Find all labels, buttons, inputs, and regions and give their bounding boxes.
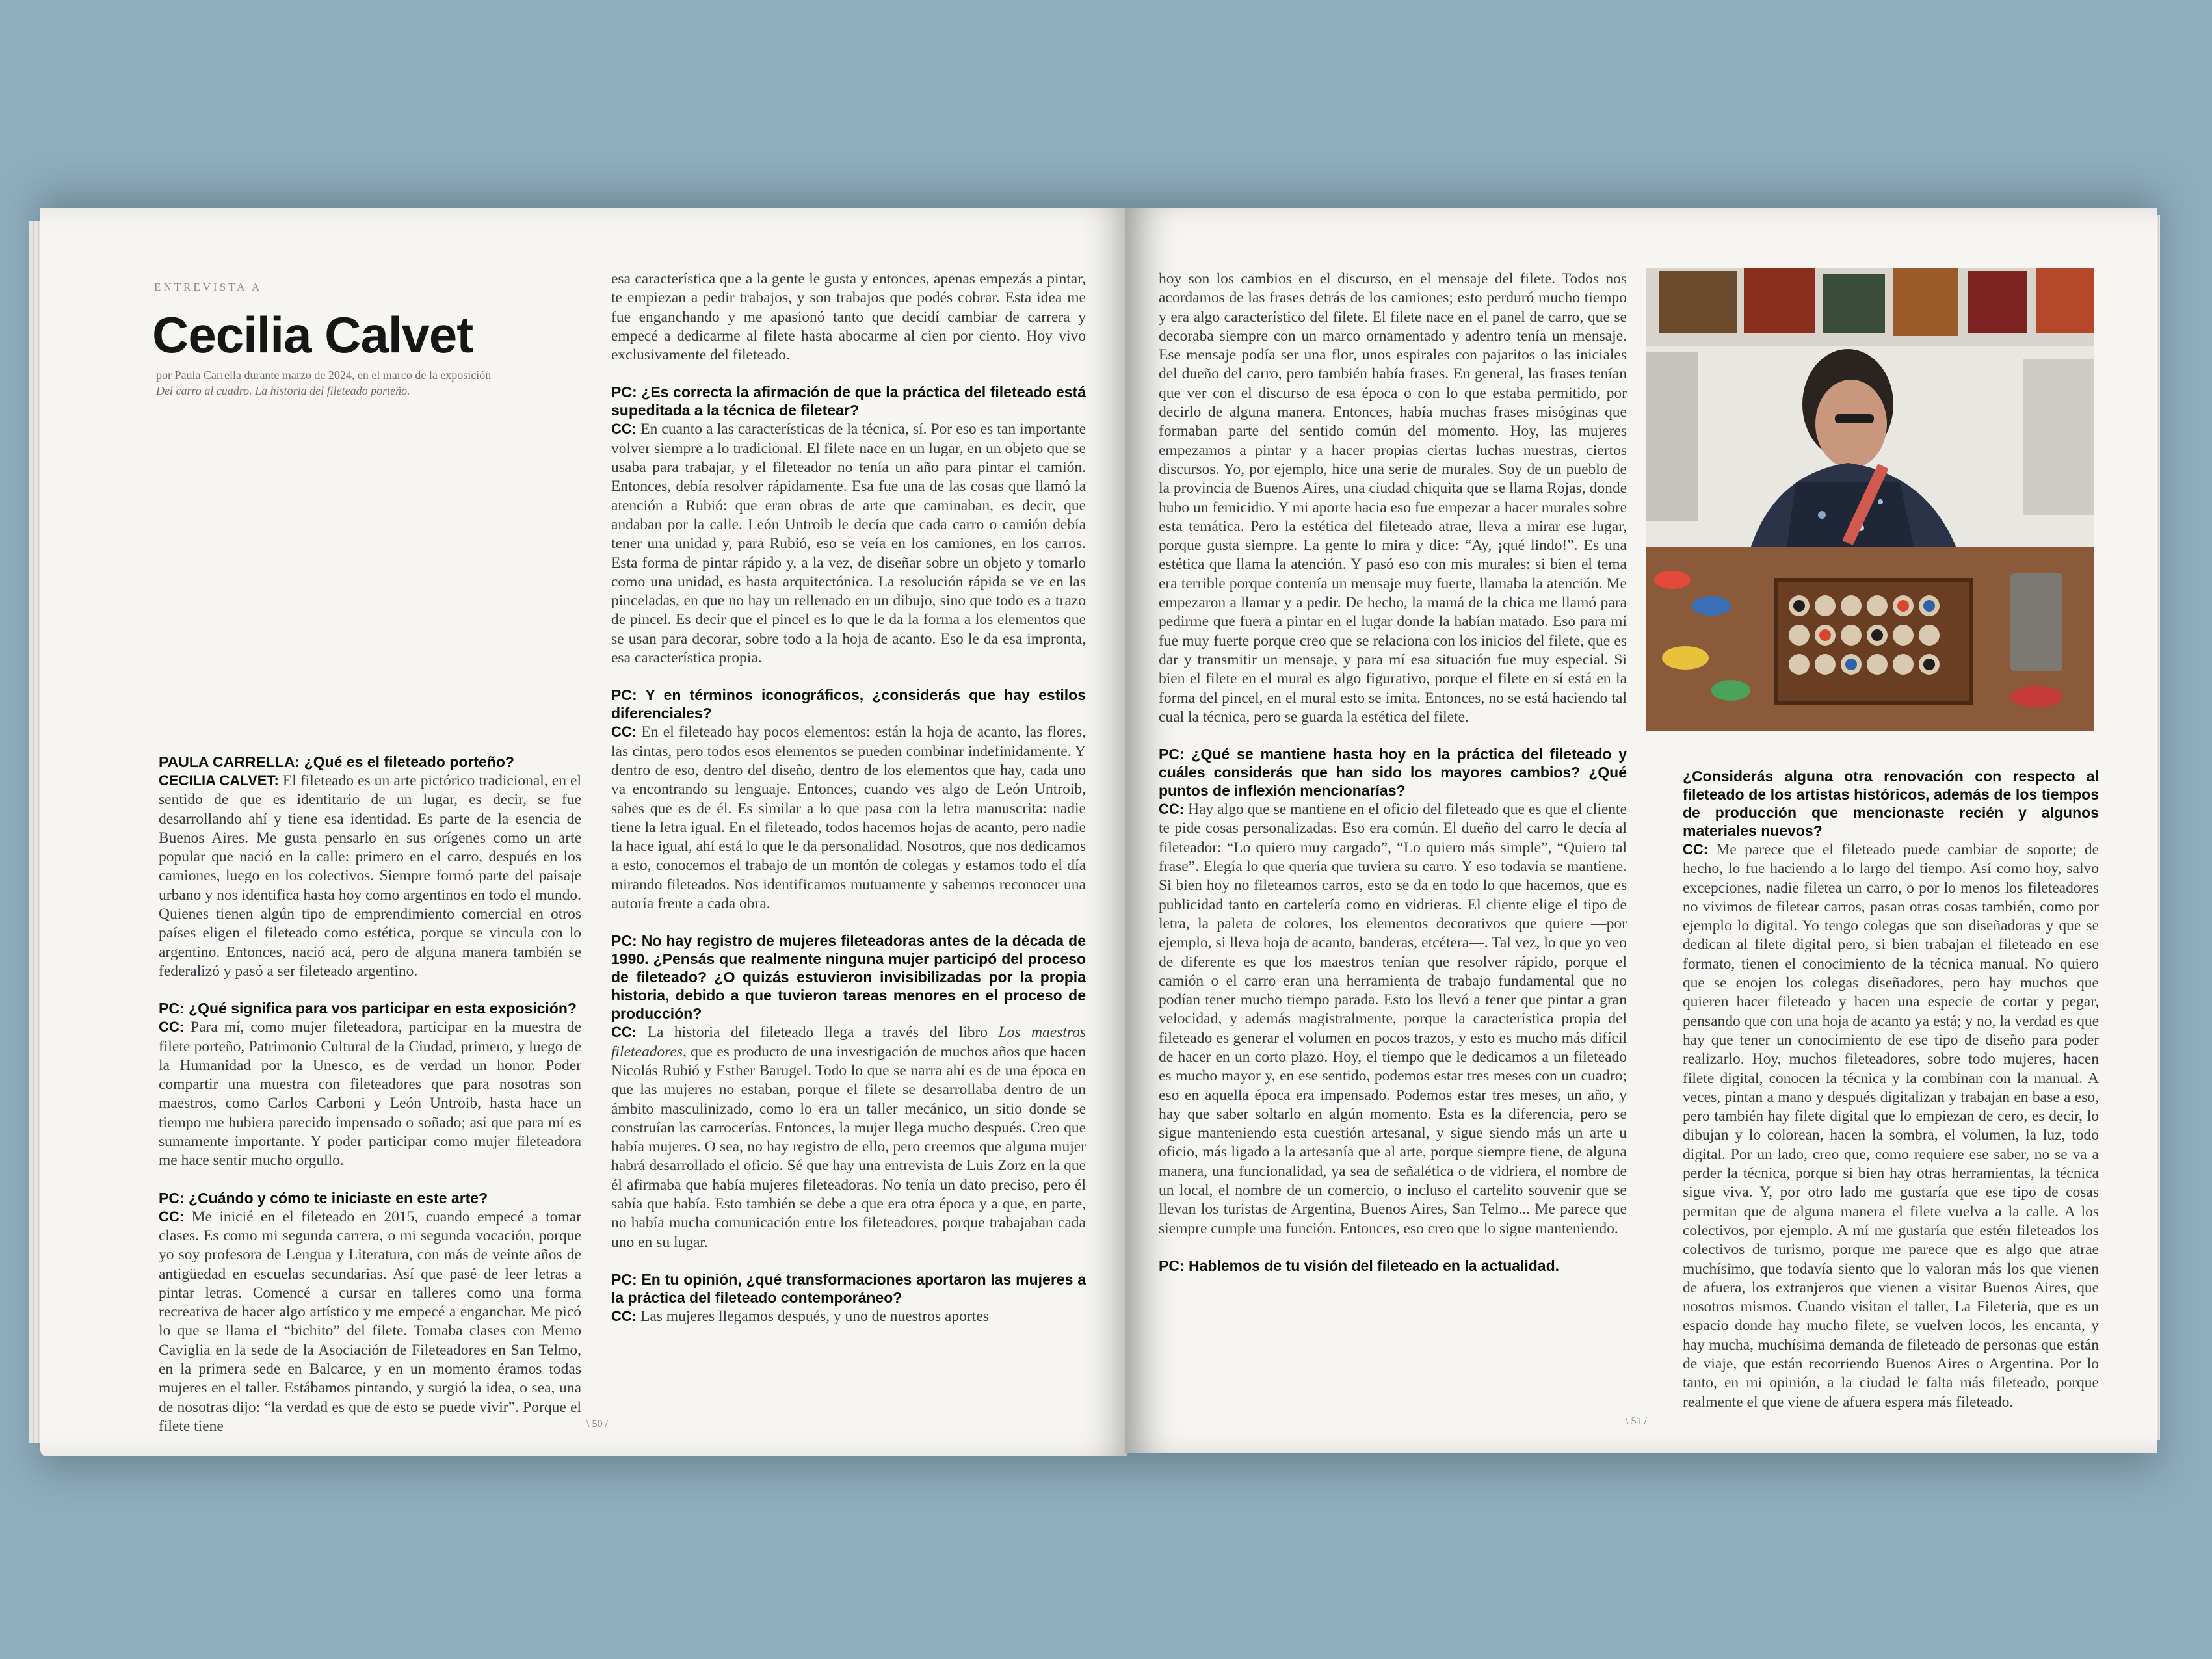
label-cc: CC: [611, 724, 637, 740]
folio-number: 50 [592, 1418, 603, 1430]
question-6 [611, 932, 1086, 1023]
kicker: ENTREVISTA A [154, 281, 263, 293]
qa-6 [611, 932, 1086, 1252]
byline-exhibition: Del carro al cuadro. La historia del fileteado porteño. [156, 384, 410, 397]
qa-1 [159, 753, 581, 981]
left-page [40, 208, 1127, 1456]
answer-7: Las mujeres llegamos después, y uno de nuestros aportes [640, 1307, 989, 1325]
page-number-left [586, 1418, 608, 1430]
artist-photo [1646, 268, 2094, 731]
answer-10: Me parece que el fileteado puede cambiar de soporte; de hecho, lo fue haciendo a lo largo del tiempo. Así como hoy, salvo excepciones, nadie filetea un carro, o por lo menos los fileteadores no vivimos de filetear carros, pasan otras cosas también, como por ejemplo lo digital. Yo tengo colegas que son diseñadoras y que se dedican al filete digital pero, si bien trabajan el fileteado en ese formato, tienen el conocimiento de la técnica manual. No quiero que se enojen los colegas diseñadores, pero hay muchos que quieren hacer fileteado y hacen una especie de cortar y pegar, pensando que con una hoja de acanto ya está; y no, la verdad es que hay que tener un conocimiento de ese tipo de diseño para poder realizarlo. Hoy, muchos fileteadores, sobre todo mujeres, hacen filete digital, conocen la técnica y la combinan con la manual. A veces, pintan a mano y después digitalizan y trabajan en base a eso, pero también hay filete digital que lo empiezan de cero, es decir, lo dibujan y lo colorean, hacen la sombra, el volumen, la luz, todo digital. Por un lado, creo que, como requiere ese saber, no se va a perder la técnica, porque si bien hay otras herramientas, la técnica sigue viva. Y, por otro lado me gustaría que ese tipo de cosas permitan que de alguna manera el filete vuelva a la calle. A los colectivos, por ejemplo. A mí me gustaría que estén fileteados los colectivos de turismo, porque me parece que es algo que atrae muchísimo, que todavía siento que lo valoran más los que vienen de afuera, los extranjeros que vienen a visitar Buenos Aires, que nosotros mismos. Cuando visitan el taller, La Fileteria, que es un espacio donde hay mucho filete, se vuelven locos, les encanta, y hay mucha, muchísima demanda de fileteado de personas que están de viaje, que están recorriendo Buenos Aires o Argentina. Por lo tanto, en mi opinión, a la ciudad le falta más fileteado, porque realmente el que viene de afuera espera más fileteado. [1683, 841, 2100, 1411]
question-2-text: ¿Qué significa para vos participar en esta exposición? [189, 1000, 577, 1017]
label-pc: PC: [611, 1270, 637, 1288]
answer-6-pre: La historia del fileteado llega a través del libro [647, 1024, 988, 1041]
label-pc: PC: [611, 384, 637, 401]
question-8 [1159, 745, 1627, 800]
photo-illustration [1646, 268, 2094, 731]
question-9 [1159, 1257, 1627, 1275]
answer-3: Me inicié en el fileteado en 2015, cuando empecé a tomar clases. Es como mi segunda carrera, o mi segunda vocación, porque yo soy profesora de Lengua y Literatura, con más de veinte años de antigüedad en escuelas secundarias. Así que pasé de leer letras a pintar letras. Comencé a cursar en talleres como una forma recreativa de hacer algo artístico y me empecé a enganchar. Me picó lo que se llama el “bichito” del filete. Tomaba clases con Memo Caviglia en la sede de la Asociación de Fileteadores en San Telmo, en la primera sede en Balcarce, y en un momento éramos todas mujeres en el taller. Estábamos pintando, y surgió la idea, o sea, una de nosotras dijo: “la verdad es que de esto se puede vivir”. Porque el filete tiene [159, 1208, 582, 1435]
answer-2: Para mí, como mujer fileteadora, participar en la muestra de filete porteño, Patrimonio Cultural de la Ciudad, primero, y luego de la Humanidad por la Unesco, es de verdad un honor. Poder compartir una muestra con fileteadores que para nosotras son maestros, como Carlos Carboni y León Untroib, hasta hace un tiempo me hubiera parecido impensado o soñado; así que para mí es sumamente importante. Y poder participar como mujer fileteadora me hace sentir mucho orgullo. [159, 1019, 581, 1169]
label-pc: PC: [159, 1000, 185, 1017]
question-3-text: ¿Cuándo y cómo te iniciaste en este arte? [189, 1189, 488, 1207]
question-7 [611, 1270, 1086, 1307]
left-column-2 [611, 270, 1086, 1344]
answer-5: En el fileteado hay pocos elementos: están la hoja de acanto, las flores, las cintas, pero todos esos elementos se pueden combinar indefinidamente. Y dentro de eso, dentro del diseño, dentro de los elementos que hay, cada uno va encontrando su lenguaje. Entonces, cuando ves algo de León Untroib, sabes que es de él. Es similar a lo que pasa con la letra manuscrita: nadie tiene la letra igual. En el fileteado, todos hacemos hojas de acanto, pero nadie la hace igual, ahí está lo que le da personalidad. Nosotros, que nos dedicamos a esto, conocemos el trabajo de un montón de colegas y estamos todo el día mirando fileteados. Nos identificamos mutuamente y sabemos reconocer una autoría frente a cada obra. [611, 724, 1086, 913]
question-9-text: Hablemos de tu visión del fileteado en la actualidad. [1189, 1257, 1560, 1274]
label-cc: CC: [611, 1024, 637, 1041]
question-2 [159, 999, 581, 1017]
book-title: Los maestros fileteadores [611, 1024, 1086, 1060]
continued-answer: esa característica que a la gente le gusta y entonces, apenas empezás a pintar, te empiezan a pedir trabajos, y son trabajos que podés cobrar. Esta idea me fue enganchando y me apasionó tanto que decidí cambiar de carrera y empecé a dedicarme al filete hasta abocarme al cien por ciento. Hoy vivo exclusivamente del fileteado. [611, 270, 1086, 364]
byline-text: por Paula Carrella durante marzo de 2024, en el marco de la exposición [156, 369, 492, 382]
question-5 [611, 686, 1086, 722]
question-10-text: ¿Considerás alguna otra renovación con respecto al fileteado de los artistas históricos, además de los tiempos de producción que mencionaste recién y algunos materiales nuevos? [1683, 768, 2099, 839]
question-5-text: Y en términos iconográficos, ¿considerás que hay estilos diferenciales? [611, 686, 1086, 722]
answer-6-post: , que es producto de una investigación de muchos años que hacen Nicolás Rubió y Esther Barugel. Todo lo que se narra ahí es de una época en que las mujeres no estaban, porque el filete se desarrollaba dentro de un ámbito masculinizado, como lo era un taller mecánico, un sitio donde se construían las carrocerías. Entonces, la mujer llega mucho después. Creo que había mujeres. O sea, no hay registro de ello, pero creemos que alguna mujer habrá desarrollado el oficio. Sé que hay una entrevista de Luis Zorz en la que él afirmaba que había mujeres fileteadoras. No tenía un dato preciso, pero él sabía que había. Esto también se debe a que era otra época y a que, en parte, no había mucha comunicación entre los fileteadores, porque trabajaban cada uno en su lugar. [611, 1043, 1086, 1251]
label-cc: CC: [1159, 801, 1185, 818]
page-number-right [1626, 1416, 1647, 1428]
answer-1: El fileteado es un arte pictórico tradicional, en el sentido de que es identitario de un lugar, es decir, se fue desarrollando ahí y tiene esa identidad. Es parte de la esencia de Buenos Aires. Me gusta pensarlo en sus orígenes como un arte popular que nació en la calle: primero en el carro, después en los camiones, luego en los colectivos. Siempre formó parte del paisaje urbano y nos identifica hasta hoy como argentinos en todo el mundo. Quienes tienen algún tipo de emprendimiento comercial en otros países eligen el fileteado como estética, porque se vincula con lo argentino. Entonces, nació acá, pero de alguna manera también se federalizó y pasó a ser fileteado argentino. [159, 772, 582, 980]
folio-slash-left: \ [586, 1418, 592, 1430]
qa-2 [159, 999, 581, 1170]
label-cc: CC: [1683, 841, 1709, 857]
label-pc: PC: [159, 1189, 185, 1207]
right-column-1 [1159, 270, 1627, 1293]
question-4 [611, 383, 1086, 419]
right-column-2 [1683, 767, 2099, 1430]
qa-8 [1159, 745, 1627, 1238]
byline [156, 367, 546, 398]
article-title: Cecilia Calvet [152, 306, 473, 363]
label-cc-full: CECILIA CALVET: [159, 772, 279, 789]
question-8-text: ¿Qué se mantiene hasta hoy en la práctica del fileteado y cuáles considerás que han sido los mayores cambios? ¿Qué puntos de inflexión mencionarías? [1159, 746, 1627, 800]
folio-slash-right: / [1641, 1416, 1647, 1427]
label-pc: PC: [611, 686, 637, 704]
folio-number-right: 51 [1631, 1416, 1642, 1427]
question-10 [1683, 767, 2099, 840]
question-6-text: No hay registro de mujeres fileteadoras antes de la década de 1990. ¿Pensás que realmente ninguna mujer participó del proceso de fileteado? ¿O quizás estuvieron invisibilizadas por la propia historia, debido a que tuvieron tareas menores en el proceso de producción? [611, 932, 1086, 1023]
question-4-text: ¿Es correcta la afirmación de que la práctica del fileteado está supeditada a la técnica de filetear? [611, 384, 1086, 419]
label-cc: CC: [159, 1019, 185, 1036]
qa-5 [611, 686, 1086, 913]
folio-slash-left: \ [1626, 1416, 1631, 1427]
left-column-1 [159, 753, 581, 1454]
qa-9 [1159, 1257, 1627, 1275]
question-7-text: En tu opinión, ¿qué transformaciones aportaron las mujeres a la práctica del fileteado contemporáneo? [611, 1270, 1086, 1306]
question-1 [159, 753, 581, 771]
qa-10 [1683, 767, 2099, 1412]
label-pc: PC: [1159, 746, 1185, 763]
label-pc: PC: [1159, 1257, 1185, 1274]
label-pc-full: PAULA CARRELLA: [159, 753, 300, 770]
label-cc: CC: [159, 1208, 185, 1225]
folio-slash-right: / [602, 1418, 608, 1430]
qa-3 [159, 1189, 581, 1437]
label-pc: PC: [611, 932, 637, 950]
question-1-text: ¿Qué es el fileteado porteño? [304, 753, 514, 770]
answer-8: Hay algo que se mantiene en el oficio del fileteado que es que el cliente te pide cosas personalizadas. Eso era común. El dueño del carro le decía al fileteador: “Lo quiero muy cargado”, “Lo quiero más simple”, “Quiero tal frase”. Elegía lo que quería que tuviera su carro. Y eso todavía se mantiene. Si bien hoy no fileteamos carros, esto se da en todo lo que hacemos, que es publicidad tanto en cartelería como en vidrieras. El cliente elige el tipo de letra, la paleta de colores, los elementos decorativos que quiere —por ejemplo, si lleva hoja de acanto, banderas, etcétera—. Tal vez, lo que yo veo de diferente es que los maestros tenían que resolver rápido, porque el camión o el carro eran una herramienta de trabajo fundamental que no podían tener mucho tiempo parada. Esto los llevó a tener que pintar a gran velocidad, y además magistralmente, porque la característica propia del fileteado es generar el volumen en pocos trazos, y esto es mucho más difícil de hacer en un corto plazo. Hoy, el tiempo que le dedicamos a un fileteado es mucho mayor y, en ese sentido, podemos estar tres meses con un cuadro; eso en aquella época era impensado. Podemos estar tres meses, un año, y hay que saber soltarlo en algún momento. Esta es la diferencia, pero se sigue manteniendo esta cuestión artesanal, y sigue siendo más un arte u oficio, más ligado a la artesanía que al arte, porque siempre tiene, de alguna manera, una funcionalidad, ya sea de señalética o de vidriera, el nombre de un local, el nombre de un comercio, o incluso el cartelito souvenir que se llevan los turistas de Argentina, Buenos Aires, San Telmo... Me parece que siempre cumple una función. Entonces, eso creo que lo sigue manteniendo. [1159, 801, 1627, 1237]
label-cc: CC: [611, 421, 637, 438]
question-3 [159, 1189, 581, 1207]
qa-4 [611, 383, 1086, 668]
qa-7 [611, 1270, 1086, 1326]
answer-4: En cuanto a las características de la técnica, sí. Por eso es tan importante volver siempre a lo tradicional. El filete nace en un lugar, en un objeto que se usaba para trabajar, y el fileteador no tenía un año para pintar el camión. Entonces, debía resolver rápidamente. Esa fue una de las cosas que llamó la atención a Rubió: que eran obras de arte que caminaban, es decir, que andaban por la calle. León Untroib le decía que cada carro o camión debía tener una unidad y, para Rubió, eso se veía en los camiones, en los carros. Esta forma de pintar rápido y, a la vez, de diseñar sobre un objeto y tomarlo como una unidad, es hasta arquitectónica. La resolución rápida se ve en las pinceladas, en que no hay un rellenado en un dibujo, sino que todo es a trazo de pincel. Es decir que el pincel es lo que le da la forma a los elementos que se usan para decorar, sobre todo a la hoja de acanto. Eso le da esa impronta, esa característica propia. [611, 421, 1086, 667]
continued-answer-right: hoy son los cambios en el discurso, en el mensaje del filete. Todos nos acordamos de las frases detrás de los camiones; esto perduró mucho tiempo y era algo característico del filete. El filete nace en el panel de carro, que se decoraba siempre con un marco ornamentado y adentro tenía un mensaje. Ese mensaje podía ser una flor, unos espirales con pajaritos o las iniciales del dueño del carro, pero también había frases. En general, las frases tenían que ver con el discurso de esa época o con lo que estaba permitido, por decirlo de alguna manera. Entonces, había muchas frases misóginas que formaban parte del sentido común del momento. Hoy, las mujeres empezamos a pintar y a hacer propias ciertas luchas nuestras, ciertos discursos. Yo, por ejemplo, hice una serie de murales. Soy de un pueblo de la provincia de Buenos Aires, una ciudad chiquita que se llama Rojas, donde hubo un femicidio. Y mi aporte hacia eso fue empezar a hacer murales sobre esta temática. Pero la estética del fileteado atrae, lleva a mirar ese lugar, porque gusta siempre. La gente lo mira y dice: “Ay, ¡qué lindo!”. Es una estética que llama la atención. Y pasó eso con mis murales: si bien el tema era terrible porque contenía un mensaje muy fuerte, llamaba la atención. Me empezaron a llamar y a pedir. De hecho, la mamá de la chica me llamó para pedirme que fuera a pintar en el lugar donde la habían matado. Eso para mí fue muy fuerte porque creo que se relaciona con los inicios del filete, que es dar y transmitir un mensaje, y para mí esa situación fue muy especial. Si bien el filete en el mural es algo figurativo, porque el filete en sí está en la forma del pincel, en el mural esto se imita. Entonces, no se está haciendo tal cual la técnica, pero se guarda la estética del filete. [1159, 270, 1627, 725]
label-cc: CC: [611, 1307, 637, 1324]
right-page [1125, 208, 2157, 1453]
